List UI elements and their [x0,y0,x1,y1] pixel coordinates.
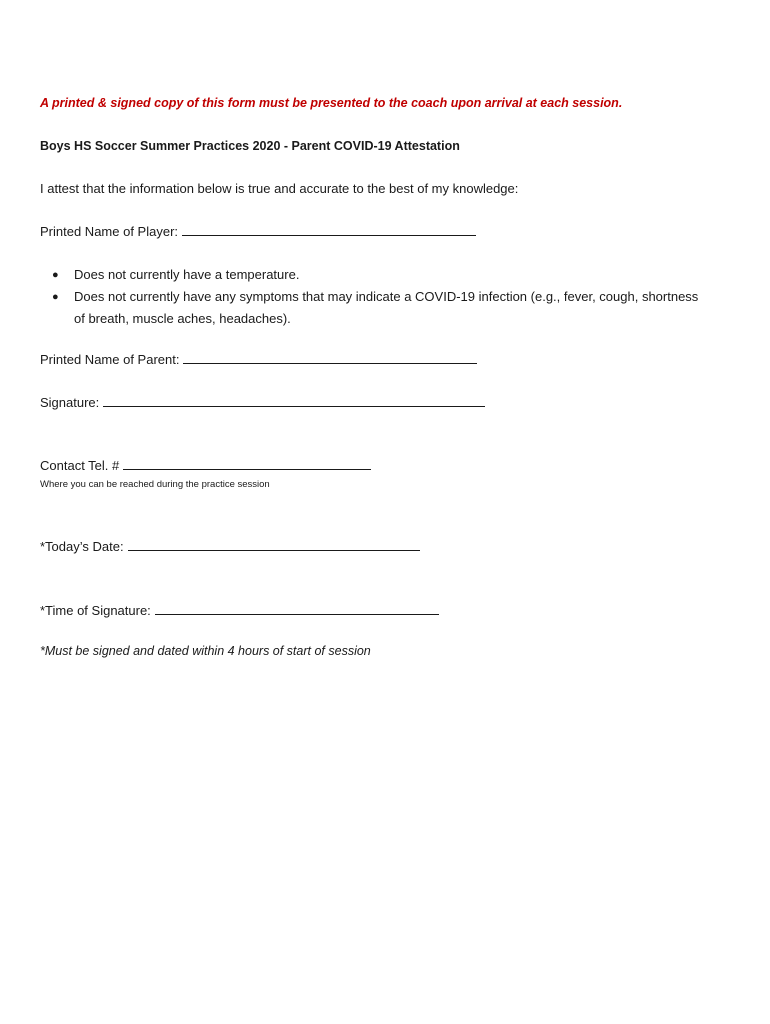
time-label: *Time of Signature: [40,603,151,618]
parent-name-blank[interactable] [183,350,477,364]
player-name-row [40,222,476,241]
signature-blank[interactable] [103,393,485,407]
contact-blank[interactable] [123,456,371,470]
contact-note: Where you can be reached during the practice session [40,479,270,490]
symptom-list [40,264,700,330]
list-item-text: Does not currently have any symptoms that may indicate a COVID-19 infection (e.g., fever, cough, shortness of breath, muscle aches, headaches). [74,289,699,326]
attestation-statement: I attest that the information below is true and accurate to the best of my knowledge: [40,181,519,196]
date-row [40,537,420,556]
form-title: Boys HS Soccer Summer Practices 2020 - Parent COVID-19 Attestation [40,139,460,153]
form-notice: A printed & signed copy of this form must be presented to the coach upon arrival at each session. [40,96,623,110]
list-item [40,264,700,286]
contact-row [40,456,371,475]
signature-label: Signature: [40,395,100,410]
contact-label: Contact Tel. # [40,458,120,473]
parent-name-label: Printed Name of Parent: [40,352,180,367]
list-item [40,286,700,330]
bullet-icon: ● [52,269,59,281]
player-name-label: Printed Name of Player: [40,224,179,239]
date-label: *Today’s Date: [40,539,124,554]
footnote: *Must be signed and dated within 4 hours of start of session [40,644,371,658]
signature-row [40,393,485,412]
time-blank[interactable] [155,601,439,615]
date-blank[interactable] [128,537,420,551]
time-row [40,601,439,620]
list-item-text: Does not currently have a temperature. [74,267,300,282]
parent-name-row [40,350,477,369]
bullet-icon: ● [52,291,59,303]
player-name-blank[interactable] [182,222,476,236]
